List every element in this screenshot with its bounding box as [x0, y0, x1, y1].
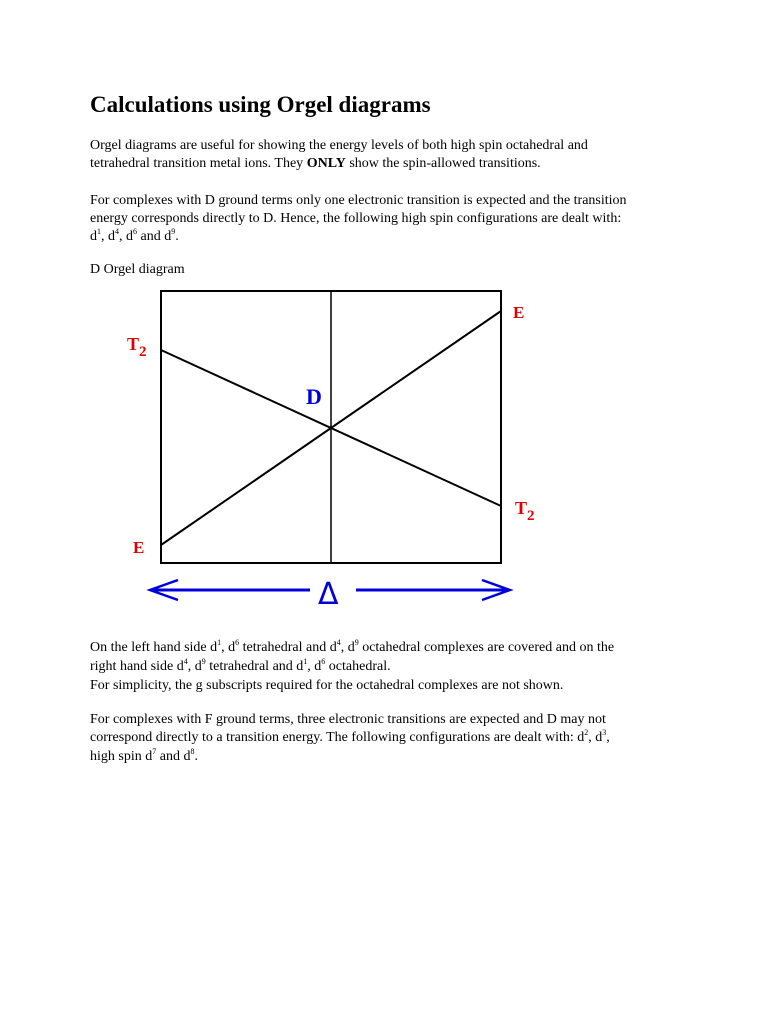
config-item: $d^9$. — [164, 227, 179, 244]
config-item: $d^6$ and — [126, 227, 165, 244]
intro-line-2-post: show the spin-allowed transitions. — [345, 156, 541, 171]
sides-line-3: For simplicity, the g subscripts required for the octahedral complexes are not shown. — [90, 678, 564, 693]
sides-line-2: right hand side $d^4$, $d^9$ tetrahedral and $d^1$, $d^6$ octahedral. — [90, 657, 391, 674]
diagram-caption: D Orgel diagram — [90, 262, 185, 277]
sides-line-1: On the left hand side $d^1$, $d^6$ tetrahedral and $d^4$, $d^9$ octahedral complexes are covered and on the — [90, 638, 615, 655]
f-terms-line-2: correspond directly to a transition energy. The following configurations are dealt with: $d^2$, $d^3$, — [90, 728, 610, 745]
f-terms-line-3: high spin $d^7$ and $d^8$. — [90, 747, 198, 764]
right-bottom-term-label: $T_2$ — [515, 498, 535, 524]
f-terms-line-1: For complexes with F ground terms, three electronic transitions are expected and D may not — [90, 712, 606, 727]
intro-line-1: Orgel diagrams are useful for showing the energy levels of both high spin octahedral and — [90, 138, 588, 153]
left-top-term-label: $T_2$ — [127, 334, 147, 360]
intro-line-2-pre: tetrahedral transition metal ions. They — [90, 156, 307, 171]
d-terms-line-2: energy corresponds directly to D. Hence, the following high spin configurations are dealt with: — [90, 211, 622, 226]
delta-axis-label: Δ — [318, 577, 339, 612]
intro-bold-only: ONLY — [306, 156, 346, 171]
d-term-center-label: D — [306, 384, 322, 409]
config-item: $d^1$, — [90, 227, 108, 244]
config-item: $d^4$, — [108, 227, 126, 244]
right-top-term-label: E — [513, 303, 525, 322]
left-bottom-term-label: E — [133, 538, 145, 557]
d-terms-line-1: For complexes with D ground terms only one electronic transition is expected and the transition — [90, 193, 627, 208]
page-title: Calculations using Orgel diagrams — [90, 92, 431, 117]
